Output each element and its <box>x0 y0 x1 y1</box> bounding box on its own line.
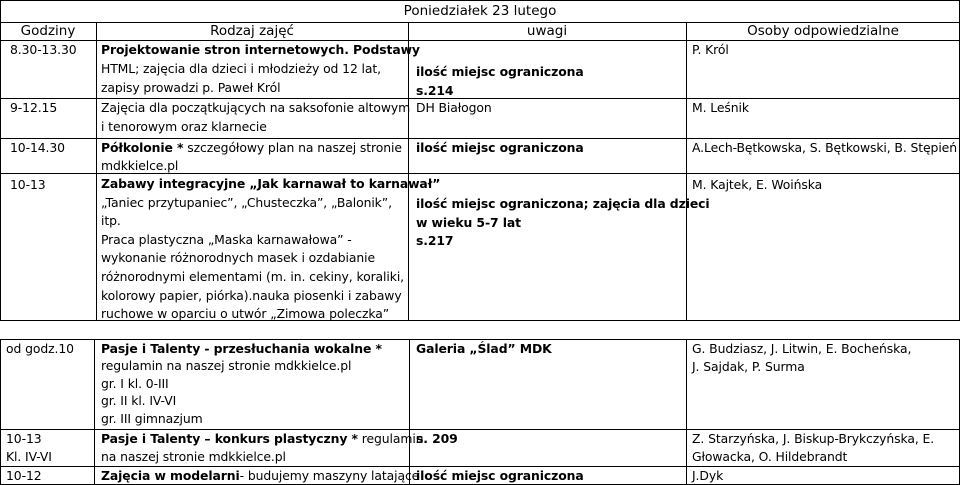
row-time: 8.30-13.30 <box>10 42 77 57</box>
activity-title: Półkolonie * <box>101 140 184 155</box>
activity-line: gr. I kl. 0-III <box>101 375 169 391</box>
activity-title: Pasje i Talenty - przesłuchania wokalne * <box>101 341 382 356</box>
activity-line: itp. <box>101 213 121 229</box>
activity-text: regulamin <box>361 431 424 446</box>
row-notes: s.217 <box>416 233 454 248</box>
grid-line <box>0 0 1 321</box>
row-activity <box>101 357 351 427</box>
row-activity <box>101 175 440 324</box>
row-notes: Galeria „Ślad” MDK <box>416 341 552 356</box>
activity-text: - budujemy maszyny latające <box>239 468 420 483</box>
row-time: 10-13 <box>6 431 42 446</box>
activity-line: Praca plastyczna „Maska karnawałowa” - <box>101 231 352 247</box>
header-notes: uwagi <box>526 23 568 39</box>
row-notes: DH Białogon <box>416 100 492 115</box>
grid-line <box>686 22 687 321</box>
grid-line <box>686 339 687 485</box>
activity-line: gr. III gimnazjum <box>101 410 203 426</box>
row-activity-line: na naszej stronie mdkkielce.pl <box>101 449 286 464</box>
header-hours: Godziny <box>20 23 76 39</box>
row-time: Kl. IV-VI <box>6 449 52 464</box>
row-notes: w wieku 5-7 lat <box>416 215 521 230</box>
row-time: 10-13 <box>10 177 46 192</box>
activity-text: szczegółowy plan na naszej stronie <box>187 140 402 155</box>
row-notes: ilość miejsc ograniczona <box>416 140 584 155</box>
row-notes: ilość miejsc ograniczona; zajęcia dla dzieci <box>416 196 710 211</box>
activity-title: Zajęcia w modelarni <box>101 468 240 483</box>
grid-line <box>409 339 410 485</box>
row-time: 10-14.30 <box>10 140 65 155</box>
grid-line <box>94 339 95 485</box>
row-people: A.Lech-Bętkowska, S. Bętkowski, B. Stępień <box>692 140 957 155</box>
activity-title: Pasje i Talenty – konkurs plastyczny * <box>101 431 358 446</box>
row-time: 9-12.15 <box>10 100 58 115</box>
header-people: Osoby odpowiedzialne <box>747 23 899 39</box>
activity-line: kolorowy papier, piórka).nauka piosenki i zabawy <box>101 287 402 303</box>
activity-line: regulamin na naszej stronie mdkkielce.pl <box>101 358 352 373</box>
row-people: J. Sajdak, P. Surma <box>692 359 805 374</box>
row-time: od godz.10 <box>6 341 74 356</box>
activity-line: wykonanie różnorodnych masek i ozdabianie <box>101 250 375 266</box>
row-notes: ilość miejsc ograniczona <box>416 468 584 483</box>
row-people: M. Kajtek, E. Woińska <box>692 177 823 192</box>
activity-line: gr. II kl. IV-VI <box>101 393 177 409</box>
header-type: Rodzaj zajęć <box>210 23 294 39</box>
activity-line: różnorodnymi elementami (m. in. cekiny, koraliki, <box>101 268 404 284</box>
row-activity <box>101 40 420 59</box>
row-time: 10-12 <box>6 468 42 483</box>
row-people: J.Dyk <box>692 468 724 483</box>
row-activity-line: i tenorowym oraz klarnecie <box>101 119 267 134</box>
activity-title: Projektowanie stron internetowych. Podstawy <box>101 42 420 57</box>
activity-line: ruchowe w oparciu o utwór „Zimowa poleczka” <box>101 306 390 322</box>
row-activity-line: Zajęcia dla początkujących na saksofonie altowym <box>101 100 411 115</box>
grid-line <box>96 22 97 321</box>
row-people: G. Budziasz, J. Litwin, E. Bocheńska, <box>692 341 912 356</box>
activity-line: „Taniec przytupaniec”, „Chusteczka”, „Balonik”, <box>101 194 392 210</box>
grid-line <box>0 0 960 1</box>
grid-line <box>0 339 1 485</box>
row-people: Głowacka, O. Hildebrandt <box>692 449 848 464</box>
row-people: M. Leśnik <box>692 100 749 115</box>
day-title: Poniedziałek 23 lutego <box>403 3 557 19</box>
row-notes: s. 209 <box>416 431 458 446</box>
row-people: Z. Starzyńska, J. Biskup-Brykczyńska, E. <box>692 431 935 446</box>
activity-title: Zabawy integracyjne „Jak karnawał to karnawał” <box>101 176 441 191</box>
row-activity-line: mdkkielce.pl <box>101 158 179 173</box>
row-notes: s.214 <box>416 83 454 98</box>
row-notes: ilość miejsc ograniczona <box>416 64 584 79</box>
row-activity <box>101 466 419 485</box>
row-people: P. Król <box>692 42 729 57</box>
row-activity-line: HTML; zajęcia dla dzieci i młodzieży od 12 lat, <box>101 61 381 76</box>
row-activity <box>101 429 423 448</box>
row-activity-line: zapisy prowadzi p. Paweł Król <box>101 80 281 95</box>
row-activity <box>101 138 402 157</box>
